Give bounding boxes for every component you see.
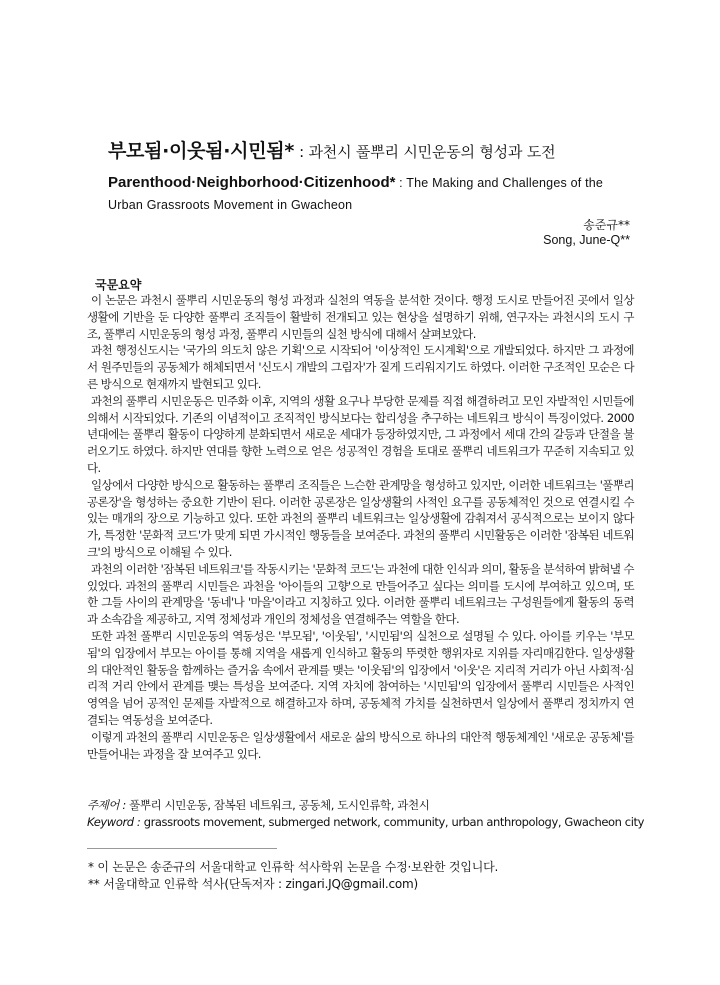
footnote-1: * 이 논문은 송준규의 서울대학교 인류학 석사학위 논문을 수정·보완한 것입니다. [88,860,499,874]
abstract-paragraph: 이렇게 과천의 풀뿌리 시민운동은 일상생활에서 새로운 삶의 방식으로 하나의 대안적 행동체계인 '새로운 공동체'를 만들어내는 과정을 잘 보여주고 있다. [87,729,634,761]
english-title-main: Parenthood·Neighborhood·Citizenhood* [108,174,396,191]
footnote-divider [87,848,277,849]
abstract-paragraph: 일상에서 다양한 방식으로 활동하는 풀뿌리 조직들은 느슨한 관계망을 형성하고 있지만, 이러한 네트워크는 '풀뿌리 공론장'을 형성하는 중요한 기반이 된다. 이러한 공론장은 일상생활의 사적인 요구를 공동체적인 것으로 연결시킬 수 있는 매개의 장으로 기능하고 있다. 또한 과천의 풀뿌리 네트워크는 일상생활에 감춰져서 공식적으로는 보이지 않다가, 특정한 '문화적 코드'가 맞게 되면 가시적인 행동들을 보여준다. 과천의 풀뿌리 시민활동은 이러한 '잠복된 네트워크'의 방식으로 이해될 수 있다. [87,477,634,559]
korean-title-subtitle: : 과천시 풀뿌리 시민운동의 형성과 도전 [299,143,556,161]
english-title [108,172,620,216]
english-keywords-text: grassroots movement, submerged network, community, urban anthropology, Gwacheon city [143,815,645,829]
abstract-paragraph: 과천의 이러한 '잠복된 네트워크'를 작동시키는 '문화적 코드'는 과천에 대한 인식과 의미, 활동을 분석하여 밝혀낼 수 있었다. 과천의 풀뿌리 시민들은 과천을 '아이들의 고향'으로 만들어주고 싶다는 의미를 도시에 부여하고 있으며, 또한 그들 사이의 관계망을 '동네'나 '마을'이라고 지칭하고 있다. 이러한 풀뿌리 네트워크는 구성원들에게 활동의 동력과 소속감을 제공하고, 지역 정체성과 개인의 정체성을 연결해주는 역할을 한다. [87,561,634,627]
english-keywords-label: Keyword : [87,815,141,829]
english-keywords [87,814,647,831]
abstract-paragraph: 과천 행정신도시는 '국가의 의도치 않은 기획'으로 시작되어 '이상적인 도시계획'으로 개발되었다. 하지만 그 과정에서 원주민들의 공동체가 해체되면서 '신도시 개발의 그림자'가 짙게 드리워지기도 하였다. 이러한 구조적인 모순은 다른 방식으로 현재까지 발현되고 있다. [87,343,634,391]
author-korean-name: 송준규** [583,218,630,232]
korean-keywords [87,797,647,814]
footnote-2: ** 서울대학교 인류학 석사(단독저자 : zingari.JQ@gmail.com) [88,877,419,891]
abstract-paragraph: 이 논문은 과천시 풀뿌리 시민운동의 형성 과정과 실천의 역동을 분석한 것이다. 행정 도시로 만들어진 곳에서 일상생활에 기반을 둔 다양한 풀뿌리 조직들이 활발히 전개되고 있는 현상을 설명하기 위해, 연구자는 과천시의 도시 구조, 풀뿌리 시민운동의 형성 과정, 풀뿌리 시민들의 실천 방식에 대해서 살펴보았다. [87,293,634,341]
footnotes [88,859,648,893]
korean-title [108,136,648,163]
abstract-heading: 국문요약 [95,278,142,292]
author-english-name: Song, June-Q** [543,233,630,247]
korean-keywords-text: 풀뿌리 시민운동, 잠복된 네트워크, 공동체, 도시인류학, 과천시 [129,798,430,812]
abstract-paragraph: 과천의 풀뿌리 시민운동은 민주화 이후, 지역의 생활 요구나 부당한 문제를 직접 해결하려고 모인 자발적인 시민들에 의해서 시작되었다. 기존의 이념적이고 조직적인 방식보다는 합리성을 추구하는 네트워크 방식이 특징이었다. 2000년대에는 풀뿌리 활동이 다양하게 분화되면서 새로운 세대가 등장하였지만, 그 과정에서 세대 간의 갈등과 단절을 불러오기도 하였다. 하지만 연대를 향한 노력으로 얻은 성공적인 경험을 토대로 풀뿌리 네트워크가 꾸준히 지속되고 있다. [87,393,634,475]
abstract-paragraph: 또한 과천 풀뿌리 시민운동의 역동성은 '부모됨', '이웃됨', '시민됨'의 실천으로 설명될 수 있다. 아이를 키우는 '부모됨'의 입장에서 부모는 아이를 통해 지역을 새롭게 인식하고 활동의 뚜렷한 행위자로 지위를 자리매김한다. 일상생활의 대안적인 활동을 함께하는 즐거움 속에서 관계를 맺는 '이웃됨'의 입장에서 '이웃'은 지리적 거리가 아닌 사회적·심리적 거리 안에서 관계를 맺는 특성을 보여준다. 지역 자치에 참여하는 '시민됨'의 입장에서 풀뿌리 시민들은 사적인 영역을 넘어 공적인 문제를 자발적으로 해결하고자 하며, 공동체적 가치를 실천하면서 일상에서 풀뿌리 정치까지 연결되는 역동성을 보여준다. [87,628,634,727]
english-title-subtitle: : The Making and Challenges of the Urban Grassroots Movement in Gwacheon [108,176,604,212]
abstract-body [87,292,634,762]
korean-title-main: 부모됨·이웃됨·시민됨* [108,140,294,162]
keywords-block [87,797,647,831]
korean-keywords-label: 주제어 : [87,798,126,812]
